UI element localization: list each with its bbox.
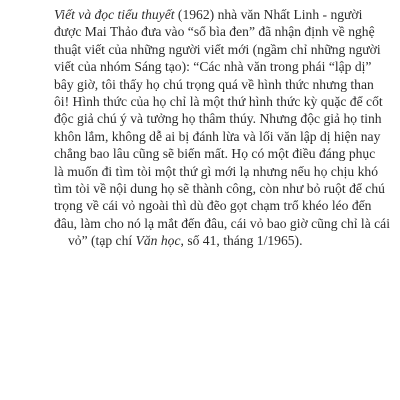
text-segment: đâu, làm cho nó lạ mắt đến đâu, cái vỏ bao giờ cũng chỉ là cái (54, 215, 390, 231)
text-line (54, 232, 354, 249)
text-segment: ôi! Hình thức của họ chỉ là một thứ hình thức kỳ quặc để cốt (54, 94, 383, 110)
text-line (54, 163, 378, 180)
text-segment: , số 41, tháng 1/1965). (180, 233, 303, 249)
text-line (54, 180, 385, 197)
text-line (54, 145, 376, 162)
text-line (54, 6, 363, 23)
body-paragraph (54, 6, 390, 250)
text-line (54, 110, 382, 127)
italic-title: Văn học (135, 233, 181, 249)
text-segment: là muốn đi tìm tòi một thứ gì mới lạ nhưng nếu họ chịu khó (54, 163, 378, 179)
text-segment: được Mai Thảo đưa vào “sổ bìa đen” đã nhận định về nghệ (54, 24, 375, 40)
text-segment: bây giờ, tôi thấy họ chú trọng quá về hình thức nhưng than (54, 76, 374, 92)
text-segment: (1962) nhà văn Nhất Linh - người (174, 7, 363, 22)
text-segment: độc giả chú ý và tưởng họ thâm thúy. Nhưng độc giả họ tinh (54, 111, 382, 127)
text-line (54, 76, 374, 93)
text-segment: khôn lắm, không dễ ai bị đánh lừa và lối văn lập dị hiện nay (54, 128, 381, 144)
text-segment: trọng về cái vỏ ngoài thì dù đẽo gọt chạm trổ khéo léo đến (54, 198, 372, 214)
text-segment: viết của nhóm Sáng tạo): “Các nhà văn trong phái “lập dị” (54, 59, 372, 75)
text-line (54, 93, 383, 110)
text-line (54, 128, 381, 145)
text-segment: tìm tòi về nội dung họ sẽ thành công, còn như bỏ ruột để chú (54, 181, 385, 197)
text-line (54, 23, 375, 40)
text-line (54, 197, 372, 214)
text-line (54, 41, 381, 58)
text-segment: thuật viết của những người viết mới (ngầm chỉ những người (54, 41, 381, 57)
text-segment: vỏ” (tạp chí (68, 233, 136, 249)
text-line (54, 215, 390, 232)
text-line (54, 58, 372, 75)
italic-title: Viết và đọc tiểu thuyết (54, 7, 175, 22)
text-segment: chẳng bao lâu cũng sẽ biến mất. Họ có một điều đáng phục (54, 146, 376, 162)
